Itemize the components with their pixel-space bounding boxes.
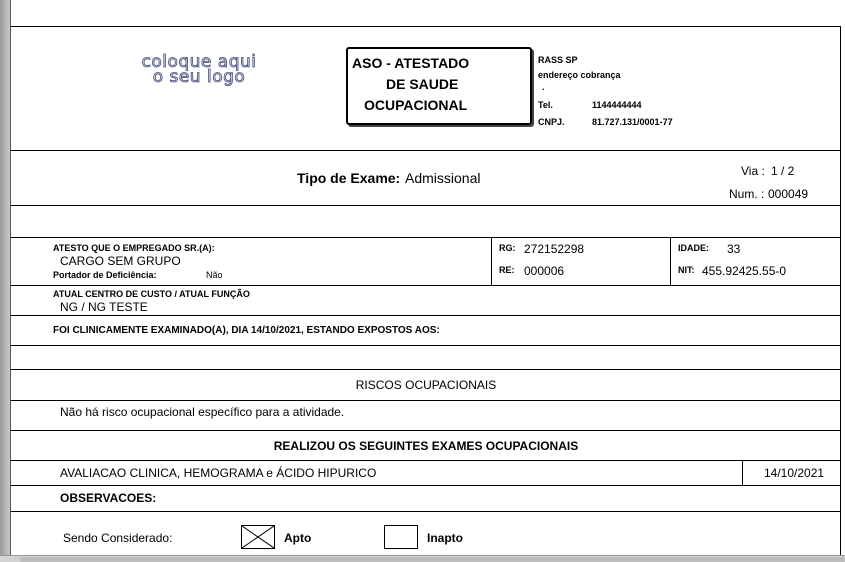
column-divider <box>670 237 671 285</box>
logo-line-1: coloque aqui <box>141 52 257 72</box>
exams-date: 14/10/2021 <box>764 466 825 480</box>
exams-list: AVALIACAO CLINICA, HEMOGRAMA e ÁCIDO HIPURICO <box>60 466 377 480</box>
exams-title: REALIZOU OS SEGUINTES EXAMES OCUPACIONAIS <box>273 439 579 453</box>
inapto-label: Inapto <box>427 531 463 545</box>
logo-line-2: o seu logo <box>152 67 246 87</box>
document-page <box>10 0 845 556</box>
tel-label: Tel. <box>538 100 553 110</box>
inapto-checkbox[interactable] <box>384 525 418 549</box>
column-divider <box>742 460 743 485</box>
page-left-margin <box>0 0 10 556</box>
number-label: Num. : <box>729 187 765 201</box>
company-name: RASS SP <box>538 55 578 65</box>
divider <box>11 430 841 431</box>
tel-value: 1144444444 <box>592 100 642 110</box>
divider <box>11 237 841 238</box>
divider <box>11 511 841 512</box>
examined-statement: FOI CLINICAMENTE EXAMINADO(A), DIA 14/10/2021, ESTANDO EXPOSTOS AOS: <box>53 325 440 336</box>
exam-type-label: Tipo de Exame: <box>297 170 401 186</box>
company-address-2: . <box>542 82 545 92</box>
re-label: RE: <box>499 265 515 275</box>
aso-title-box <box>346 47 532 125</box>
aso-title-line-2: DE SAUDE <box>386 76 459 92</box>
divider <box>11 285 841 286</box>
apto-label: Apto <box>284 531 312 545</box>
divider <box>11 315 841 316</box>
form-frame <box>11 26 841 556</box>
divider <box>11 205 841 206</box>
rg-value: 272152298 <box>524 242 585 256</box>
disability-value: Não <box>206 270 223 280</box>
horizontal-scrollbar[interactable] <box>0 555 845 562</box>
disability-label: Portador de Deficiência: <box>53 270 157 280</box>
aso-title-line-3: OCUPACIONAL <box>364 97 468 113</box>
employee-name: CARGO SEM GRUPO <box>60 254 181 268</box>
cost-center-value: NG / NG TESTE <box>60 300 148 314</box>
cnpj-label: CNPJ. <box>538 117 565 127</box>
via-value: 1 / 2 <box>771 164 795 178</box>
nit-label: NIT: <box>678 265 695 275</box>
aso-title-line-1: ASO - ATESTADO <box>352 55 470 71</box>
apto-checkbox[interactable] <box>241 525 275 549</box>
column-divider <box>491 237 492 285</box>
divider <box>11 345 841 346</box>
rg-label: RG: <box>499 243 516 253</box>
exam-type-value: Admissional <box>405 170 481 186</box>
observations-label: OBSERVACOES: <box>60 491 157 505</box>
attest-label: ATESTO QUE O EMPREGADO SR.(A): <box>53 243 215 253</box>
divider <box>11 400 841 401</box>
company-address: endereço cobrança <box>538 70 621 80</box>
divider <box>11 485 841 486</box>
risks-title: RISCOS OCUPACIONAIS <box>355 378 497 392</box>
divider <box>11 369 841 370</box>
age-value: 33 <box>727 242 741 256</box>
considered-label: Sendo Considerado: <box>63 531 173 545</box>
checked-x-icon <box>242 526 274 548</box>
cost-center-label: ATUAL CENTRO DE CUSTO / ATUAL FUNÇÃO <box>53 289 250 299</box>
number-value: 000049 <box>768 187 809 201</box>
divider <box>11 460 841 461</box>
age-label: IDADE: <box>678 243 709 253</box>
cnpj-value: 81.727.131/0001-77 <box>592 117 673 127</box>
nit-value: 455.92425.55-0 <box>702 264 787 278</box>
divider <box>11 150 841 151</box>
scrollbar-thumb[interactable] <box>20 557 845 562</box>
logo-placeholder <box>119 52 279 87</box>
risks-text: Não há risco ocupacional específico para a atividade. <box>60 405 345 419</box>
re-value: 000006 <box>524 264 565 278</box>
via-label: Via : <box>741 164 765 178</box>
